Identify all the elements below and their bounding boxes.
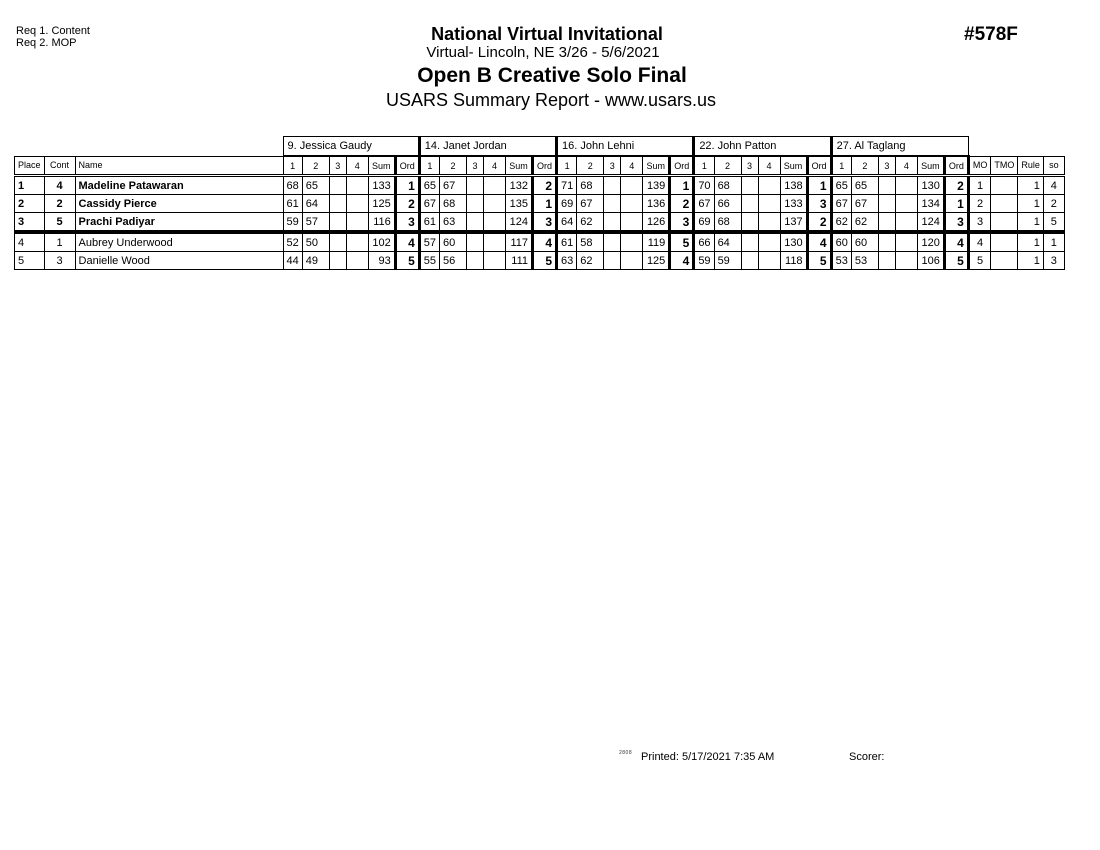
requirement-1: Req 1. Content [16,25,90,37]
column-header: 4 [758,156,780,176]
judge-score-cell [467,252,484,270]
judge-sum-cell: 137 [780,213,807,233]
requirement-2: Req 2. MOP [16,37,77,49]
judge-score-cell [758,252,780,270]
blank-cell [15,137,284,157]
judge-score-cell: 61 [419,213,439,233]
judge-score-cell [878,195,895,213]
judge-score-cell: 65 [419,176,439,195]
skater-name-cell: Aubrey Underwood [75,232,283,252]
column-header: 3 [741,156,758,176]
contestant-number-cell: 5 [44,213,75,233]
judge-sum-cell: 124 [506,213,533,233]
judge-sum-cell: 125 [368,195,395,213]
skater-name-cell: Prachi Padiyar [75,213,283,233]
judge-ordinal-cell: 2 [944,176,968,195]
judge-score-cell: 64 [714,232,741,252]
judge-sum-cell: 136 [643,195,670,213]
judge-score-cell: 64 [302,195,329,213]
skater-name-cell: Cassidy Pierce [75,195,283,213]
rule-cell: 1 [1018,232,1044,252]
judge-score-cell: 66 [694,232,714,252]
judge-sum-cell: 93 [368,252,395,270]
column-header: MO [968,156,991,176]
judge-score-cell: 62 [831,213,851,233]
table-row [15,213,1065,233]
judge-ordinal-cell: 5 [944,252,968,270]
judge-score-cell [484,176,506,195]
judge-ordinal-cell: 5 [533,252,557,270]
judge-score-cell: 63 [440,213,467,233]
scorer-label: Scorer: [849,751,885,763]
judge-sum-cell: 133 [780,195,807,213]
mo-cell: 1 [968,176,991,195]
judge-score-cell [621,213,643,233]
judge-name: 16. John Lehni [557,137,694,157]
place-cell: 2 [15,195,45,213]
judge-sum-cell: 124 [917,213,944,233]
judge-score-cell: 60 [851,232,878,252]
judge-score-cell: 62 [577,213,604,233]
column-header: 1 [694,156,714,176]
judge-score-cell [346,232,368,252]
judge-sum-cell: 118 [780,252,807,270]
judge-ordinal-cell: 1 [807,176,831,195]
judge-score-cell: 49 [302,252,329,270]
judge-score-cell: 67 [419,195,439,213]
judge-score-cell [758,232,780,252]
judge-score-cell [604,252,621,270]
judge-ordinal-cell: 5 [807,252,831,270]
version-code: 2808 [619,750,633,756]
column-header: Place [15,156,45,176]
judge-score-cell: 68 [440,195,467,213]
column-header: Rule [1018,156,1044,176]
judge-score-cell: 67 [831,195,851,213]
judge-ordinal-cell: 3 [670,213,694,233]
judge-score-cell: 69 [694,213,714,233]
judge-score-cell: 66 [714,195,741,213]
judge-score-cell [604,176,621,195]
judge-score-cell [484,195,506,213]
tmo-cell [991,252,1018,270]
judge-score-cell: 53 [831,252,851,270]
judge-score-cell [346,252,368,270]
judge-name: 9. Jessica Gaudy [283,137,419,157]
judge-score-cell [467,232,484,252]
judge-score-cell: 59 [694,252,714,270]
judge-score-cell: 71 [557,176,577,195]
column-header: Ord [807,156,831,176]
judge-sum-cell: 119 [643,232,670,252]
report-title: Open B Creative Solo Final [417,64,687,87]
table-row [15,195,1065,213]
judge-score-cell [878,176,895,195]
judge-sum-cell: 125 [643,252,670,270]
judge-score-cell [758,176,780,195]
judge-ordinal-cell: 4 [533,232,557,252]
so-cell: 2 [1043,195,1064,213]
judge-ordinal-cell: 5 [670,232,694,252]
judge-score-cell [467,213,484,233]
judge-score-cell [604,232,621,252]
judge-score-cell: 62 [577,252,604,270]
tmo-cell [991,195,1018,213]
column-header: 2 [440,156,467,176]
judge-name: 14. Janet Jordan [419,137,556,157]
column-header-row [15,156,1065,176]
judge-score-cell [621,195,643,213]
so-cell: 1 [1043,232,1064,252]
skater-name-cell: Danielle Wood [75,252,283,270]
judge-score-cell [895,213,917,233]
event-location-dates: Virtual- Lincoln, NE 3/26 - 5/6/2021 [426,44,660,61]
judge-score-cell: 56 [440,252,467,270]
judge-ordinal-cell: 1 [944,195,968,213]
judge-score-cell: 52 [283,232,302,252]
rule-cell: 1 [1018,213,1044,233]
judge-score-cell: 62 [851,213,878,233]
judge-sum-cell: 106 [917,252,944,270]
judge-score-cell: 57 [302,213,329,233]
contestant-number-cell: 1 [44,232,75,252]
column-header: Ord [670,156,694,176]
judge-sum-cell: 139 [643,176,670,195]
column-header: Name [75,156,283,176]
judge-score-cell [621,252,643,270]
column-header: Sum [643,156,670,176]
table-row [15,176,1065,195]
column-header: 2 [851,156,878,176]
judge-score-cell [467,176,484,195]
place-cell: 5 [15,252,45,270]
report-subtitle: USARS Summary Report - www.usars.us [385,90,717,110]
judge-score-cell [346,213,368,233]
judge-sum-cell: 134 [917,195,944,213]
judge-score-cell: 61 [557,232,577,252]
judge-ordinal-cell: 1 [395,176,419,195]
judge-score-cell [467,195,484,213]
column-header: 2 [714,156,741,176]
blank-cell [968,137,1064,157]
judge-score-cell: 64 [557,213,577,233]
contestant-number-cell: 3 [44,252,75,270]
judge-score-cell: 68 [714,176,741,195]
judge-name: 22. John Patton [694,137,831,157]
judge-ordinal-cell: 3 [395,213,419,233]
column-header: Sum [506,156,533,176]
judge-score-cell: 59 [283,213,302,233]
judge-sum-cell: 116 [368,213,395,233]
judge-score-cell: 68 [577,176,604,195]
column-header: so [1043,156,1064,176]
mo-cell: 2 [968,195,991,213]
table-row [15,252,1065,270]
judge-score-cell [329,213,346,233]
judge-sum-cell: 111 [506,252,533,270]
place-cell: 3 [15,213,45,233]
judge-score-cell [878,213,895,233]
judge-ordinal-cell: 4 [670,252,694,270]
judge-ordinal-cell: 3 [944,213,968,233]
judge-score-cell [346,195,368,213]
tmo-cell [991,176,1018,195]
judge-score-cell: 44 [283,252,302,270]
column-header: 4 [484,156,506,176]
judge-ordinal-cell: 2 [670,195,694,213]
judge-sum-cell: 138 [780,176,807,195]
judge-sum-cell: 132 [506,176,533,195]
judge-score-cell: 65 [831,176,851,195]
column-header: 3 [604,156,621,176]
judge-score-cell: 53 [851,252,878,270]
judge-score-cell [329,176,346,195]
table-row [15,232,1065,252]
judge-score-cell: 68 [283,176,302,195]
rule-cell: 1 [1018,176,1044,195]
judge-ordinal-cell: 3 [533,213,557,233]
judge-score-cell [741,252,758,270]
judge-ordinal-cell: 5 [395,252,419,270]
judge-score-cell [895,195,917,213]
judge-score-cell [621,176,643,195]
judge-score-cell [741,176,758,195]
judge-score-cell [741,213,758,233]
event-name: National Virtual Invitational [431,24,663,44]
judge-ordinal-cell: 3 [807,195,831,213]
judge-score-cell: 50 [302,232,329,252]
judge-score-cell [346,176,368,195]
judge-score-cell: 69 [557,195,577,213]
mo-cell: 3 [968,213,991,233]
judge-score-cell [621,232,643,252]
column-header: 1 [419,156,439,176]
judge-sum-cell: 126 [643,213,670,233]
judge-score-cell [758,195,780,213]
column-header: Ord [944,156,968,176]
contestant-number-cell: 4 [44,176,75,195]
place-cell: 4 [15,232,45,252]
mo-cell: 4 [968,232,991,252]
judge-score-cell [329,232,346,252]
column-header: 4 [895,156,917,176]
judge-score-cell [758,213,780,233]
judge-score-cell [878,252,895,270]
column-header: TMO [991,156,1018,176]
judge-sum-cell: 130 [780,232,807,252]
judge-score-cell: 57 [419,232,439,252]
judge-ordinal-cell: 2 [395,195,419,213]
judge-sum-cell: 102 [368,232,395,252]
judge-score-cell: 61 [283,195,302,213]
judge-score-cell [329,252,346,270]
judge-score-cell [878,232,895,252]
judge-sum-cell: 120 [917,232,944,252]
judge-ordinal-cell: 1 [670,176,694,195]
tmo-cell [991,232,1018,252]
so-cell: 3 [1043,252,1064,270]
so-cell: 5 [1043,213,1064,233]
judge-score-cell: 65 [851,176,878,195]
contestant-number-cell: 2 [44,195,75,213]
judge-sum-cell: 130 [917,176,944,195]
judge-score-cell [484,252,506,270]
column-header: 3 [467,156,484,176]
rule-cell: 1 [1018,252,1044,270]
printed-timestamp: Printed: 5/17/2021 7:35 AM [641,751,775,763]
column-header: 1 [831,156,851,176]
judge-score-cell: 65 [302,176,329,195]
judge-name: 27. Al Taglang [831,137,968,157]
column-header: 2 [302,156,329,176]
judge-score-cell [484,232,506,252]
judge-score-cell: 67 [440,176,467,195]
judge-score-cell: 67 [851,195,878,213]
judge-score-cell [741,232,758,252]
mo-cell: 5 [968,252,991,270]
judge-score-cell: 67 [577,195,604,213]
judge-score-cell [741,195,758,213]
column-header: Sum [917,156,944,176]
judge-sum-cell: 117 [506,232,533,252]
place-cell: 1 [15,176,45,195]
column-header: Ord [395,156,419,176]
judge-ordinal-cell: 4 [807,232,831,252]
column-header: Sum [780,156,807,176]
event-code: #578F [964,24,1018,45]
skater-name-cell: Madeline Patawaran [75,176,283,195]
judge-score-cell: 70 [694,176,714,195]
judge-score-cell [895,176,917,195]
rule-cell: 1 [1018,195,1044,213]
judge-score-cell: 67 [694,195,714,213]
column-header: 1 [283,156,302,176]
judge-ordinal-cell: 1 [533,195,557,213]
column-header: 4 [621,156,643,176]
judge-score-cell [604,195,621,213]
judge-score-cell: 60 [440,232,467,252]
judge-ordinal-cell: 4 [395,232,419,252]
column-header: 3 [329,156,346,176]
judge-score-cell: 63 [557,252,577,270]
tmo-cell [991,213,1018,233]
results-table [14,136,1065,270]
column-header: Cont [44,156,75,176]
column-header: 2 [577,156,604,176]
column-header: Ord [533,156,557,176]
column-header: 1 [557,156,577,176]
judge-score-cell [604,213,621,233]
judge-ordinal-cell: 4 [944,232,968,252]
judge-score-cell [895,232,917,252]
judge-score-cell [484,213,506,233]
judge-score-cell: 59 [714,252,741,270]
so-cell: 4 [1043,176,1064,195]
judge-score-cell [895,252,917,270]
judge-header-row [15,137,1065,157]
judge-score-cell: 60 [831,232,851,252]
judge-ordinal-cell: 2 [533,176,557,195]
column-header: 4 [346,156,368,176]
column-header: 3 [878,156,895,176]
column-header: Sum [368,156,395,176]
judge-score-cell: 55 [419,252,439,270]
judge-score-cell [329,195,346,213]
judge-sum-cell: 135 [506,195,533,213]
judge-score-cell: 68 [714,213,741,233]
judge-score-cell: 58 [577,232,604,252]
judge-sum-cell: 133 [368,176,395,195]
judge-ordinal-cell: 2 [807,213,831,233]
